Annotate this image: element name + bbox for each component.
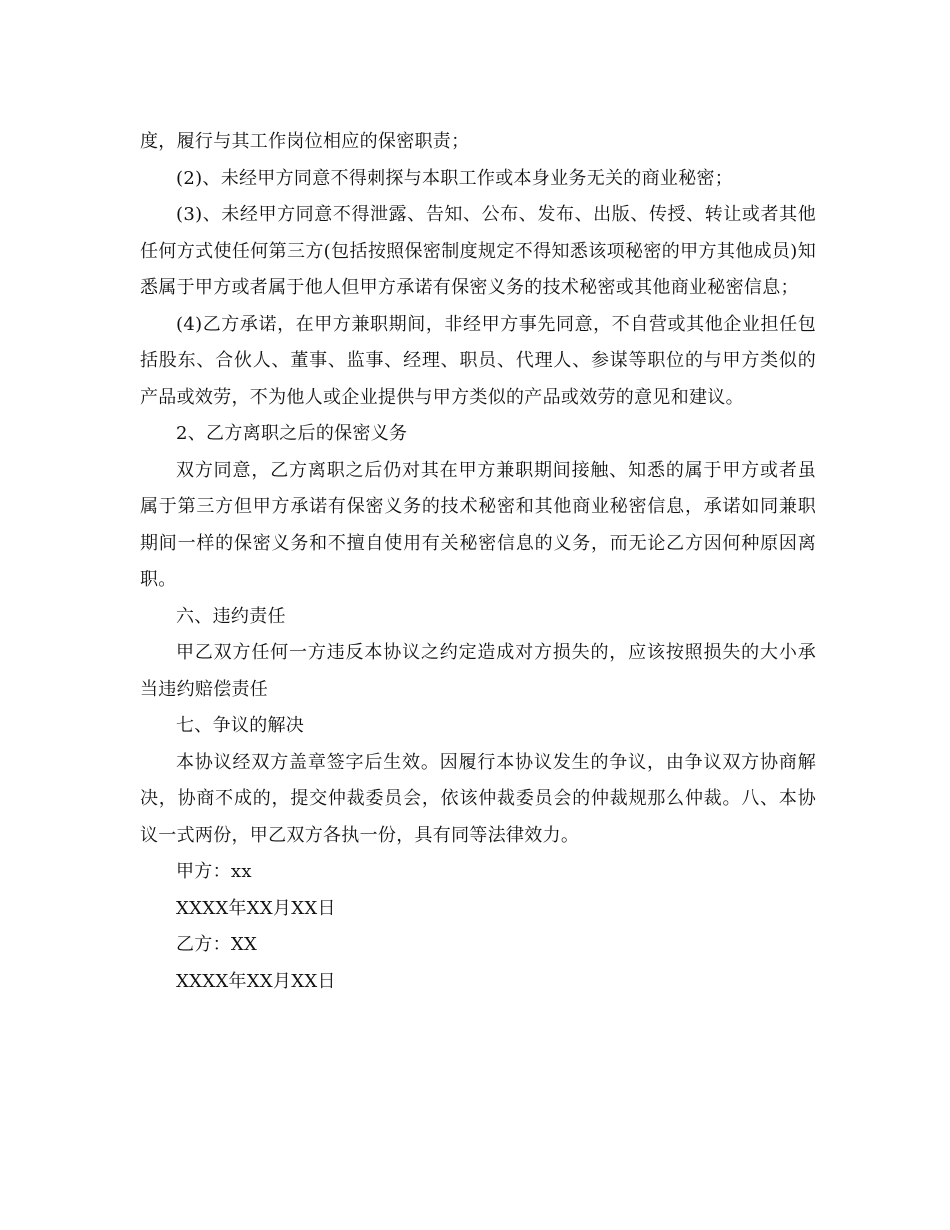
paragraph-post-resignation: 双方同意，乙方离职之后仍对其在甲方兼职期间接触、知悉的属于甲方或者虽属于第三方但甲方承诺有保密义务的技术秘密和其他商业秘密信息，承诺如同兼职期间一样的保密义务和不擅自使用有关秘密信息的义务，而无论乙方因何种原因离职。 bbox=[140, 459, 816, 590]
paragraph-clause-2: (2)、未经甲方同意不得刺探与本职工作或本身业务无关的商业秘密； bbox=[176, 167, 734, 189]
document-body bbox=[140, 124, 816, 1000]
signature-date-b: XXXX年XX月XX日 bbox=[176, 970, 336, 992]
signature-date-a: XXXX年XX月XX日 bbox=[176, 897, 336, 919]
signature-party-a: 甲方：xx bbox=[176, 861, 252, 882]
paragraph-clause-3: (3)、未经甲方同意不得泄露、告知、公布、发布、出版、传授、转让或者其他任何方式使任何第三方(包括按照保密制度规定不得知悉该项秘密的甲方其他成员)知悉属于甲方或者属于他人但甲方承诺有保密义务的技术秘密或其他商业秘密信息； bbox=[140, 204, 816, 298]
paragraph-breach: 甲乙双方任何一方违反本协议之约定造成对方损失的，应该按照损失的大小承当违约赔偿责任 bbox=[140, 642, 816, 700]
paragraph-dispute: 本协议经双方盖章签字后生效。因履行本协议发生的争议，由争议双方协商解决，协商不成的，提交仲裁委员会，依该仲裁委员会的仲裁规那么仲裁。八、本协议一式两份，甲乙双方各执一份，具有同等法律效力。 bbox=[140, 751, 816, 846]
section-heading-dispute: 七、争议的解决 bbox=[176, 715, 305, 736]
paragraph-clause-4: (4)乙方承诺，在甲方兼职期间，非经甲方事先同意，不自营或其他企业担任包括股东、合伙人、董事、监事、经理、职员、代理人、参谋等职位的与甲方类似的产品或效劳，不为他人或企业提供与甲方类似的产品或效劳的意见和建议。 bbox=[140, 313, 816, 408]
section-heading-breach: 六、违约责任 bbox=[176, 605, 286, 627]
section-heading-post-resignation: 2、乙方离职之后的保密义务 bbox=[176, 423, 408, 444]
paragraph-continuation: 度，履行与其工作岗位相应的保密职责； bbox=[140, 131, 470, 152]
signature-party-b: 乙方：XX bbox=[176, 934, 258, 955]
